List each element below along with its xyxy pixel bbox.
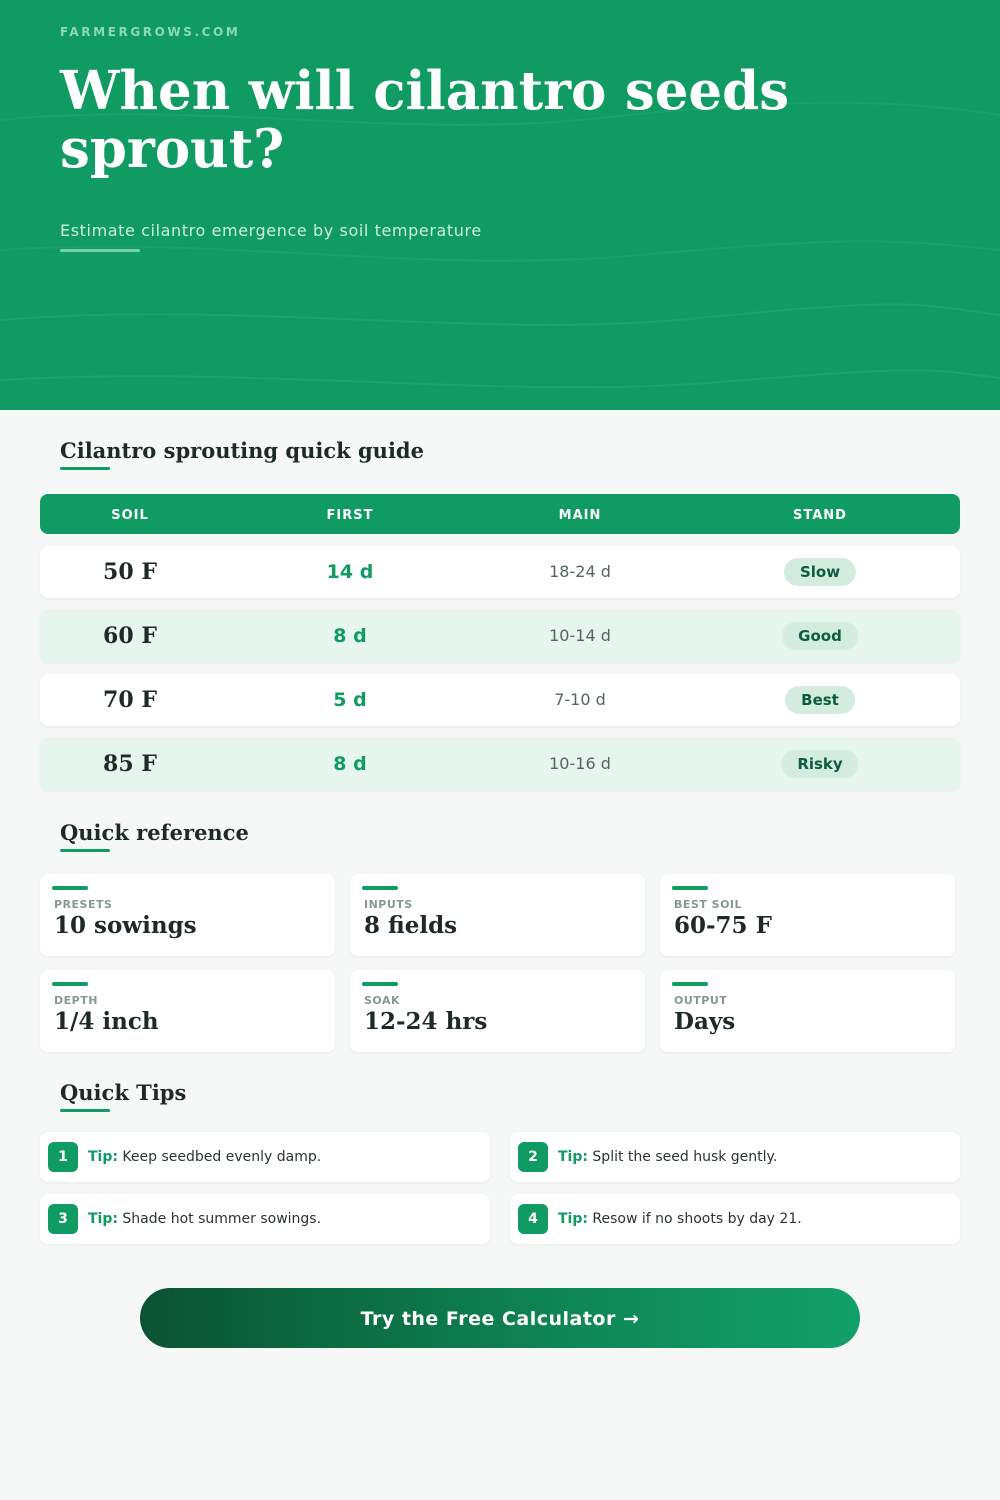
tips-section-underline: [60, 1109, 110, 1112]
reference-card-output: [660, 970, 955, 1052]
reference-section-underline: [60, 849, 110, 852]
table-row: [40, 674, 960, 726]
table-row: [40, 546, 960, 598]
soil-temp-cell: 85 F: [103, 751, 157, 777]
first-sprout-cell: 8 d: [333, 753, 367, 775]
tip-prefix: Tip:: [558, 1149, 588, 1165]
tip-prefix: Tip:: [88, 1149, 118, 1165]
card-value: Days: [674, 1008, 736, 1035]
tip-body: Shade hot summer sowings.: [122, 1211, 322, 1227]
column-header-stand: STAND: [793, 508, 847, 523]
tip-text: [558, 1194, 802, 1244]
tip-item: [40, 1132, 490, 1182]
soil-temp-cell: 70 F: [103, 687, 157, 713]
free-calculator-button[interactable]: Try the Free Calculator →: [140, 1288, 860, 1348]
main-emergence-cell: 10-14 d: [549, 626, 611, 645]
first-sprout-cell: 14 d: [326, 561, 374, 583]
reference-card-depth: [40, 970, 335, 1052]
card-label: PRESETS: [54, 898, 113, 911]
card-value: 1/4 inch: [54, 1008, 159, 1035]
tip-text: [88, 1194, 321, 1244]
card-label: DEPTH: [54, 994, 98, 1007]
tip-text: [558, 1132, 777, 1182]
tip-number-badge: 4: [518, 1204, 548, 1234]
main-emergence-cell: 10-16 d: [549, 754, 611, 773]
card-value: 12-24 hrs: [364, 1008, 488, 1035]
hero-banner: [0, 0, 1000, 410]
card-label: INPUTS: [364, 898, 413, 911]
tip-number-badge: 3: [48, 1204, 78, 1234]
soil-temp-cell: 60 F: [103, 623, 157, 649]
guide-section-underline: [60, 467, 110, 470]
subtitle-underline: [60, 249, 140, 252]
tip-prefix: Tip:: [88, 1211, 118, 1227]
tip-item: [510, 1132, 960, 1182]
tip-text: [88, 1132, 321, 1182]
card-value: 60-75 F: [674, 912, 772, 939]
card-accent-bar: [362, 982, 398, 986]
card-value: 8 fields: [364, 912, 458, 939]
soil-temp-cell: 50 F: [103, 559, 157, 585]
reference-card-best-soil: [660, 874, 955, 956]
column-header-main: MAIN: [558, 508, 602, 523]
tip-body: Resow if no shoots by day 21.: [592, 1211, 802, 1227]
stand-badge: Best: [785, 686, 855, 714]
card-accent-bar: [672, 982, 708, 986]
tip-prefix: Tip:: [558, 1211, 588, 1227]
tip-number-badge: 1: [48, 1142, 78, 1172]
stand-badge: Good: [782, 622, 858, 650]
reference-card-inputs: [350, 874, 645, 956]
tips-section-title: Quick Tips: [60, 1080, 187, 1105]
site-brand: FARMERGROWS.COM: [60, 25, 241, 39]
table-row: [40, 738, 960, 790]
table-row: [40, 610, 960, 662]
main-emergence-cell: 18-24 d: [549, 562, 611, 581]
guide-section-title: Cilantro sprouting quick guide: [60, 438, 424, 463]
guide-table-header: [40, 494, 960, 534]
card-label: BEST SOIL: [674, 898, 743, 911]
card-accent-bar: [52, 982, 88, 986]
tip-body: Keep seedbed evenly damp.: [122, 1149, 322, 1165]
column-header-first: FIRST: [326, 508, 374, 523]
card-accent-bar: [362, 886, 398, 890]
tip-item: [40, 1194, 490, 1244]
first-sprout-cell: 5 d: [333, 689, 367, 711]
first-sprout-cell: 8 d: [333, 625, 367, 647]
tip-body: Split the seed husk gently.: [592, 1149, 778, 1165]
main-emergence-cell: 7-10 d: [554, 690, 606, 709]
page-title: When will cilantro seeds sprout?: [60, 60, 790, 180]
reference-section-title: Quick reference: [60, 820, 249, 845]
stand-badge: Slow: [784, 558, 856, 586]
card-value: 10 sowings: [54, 912, 197, 939]
tip-item: [510, 1194, 960, 1244]
reference-card-presets: [40, 874, 335, 956]
stand-badge: Risky: [781, 750, 858, 778]
card-label: SOAK: [364, 994, 401, 1007]
card-label: OUTPUT: [674, 994, 728, 1007]
column-header-soil: SOIL: [111, 508, 149, 523]
tip-number-badge: 2: [518, 1142, 548, 1172]
reference-card-soak: [350, 970, 645, 1052]
card-accent-bar: [672, 886, 708, 890]
page-subtitle: Estimate cilantro emergence by soil temperature: [60, 221, 482, 240]
card-accent-bar: [52, 886, 88, 890]
